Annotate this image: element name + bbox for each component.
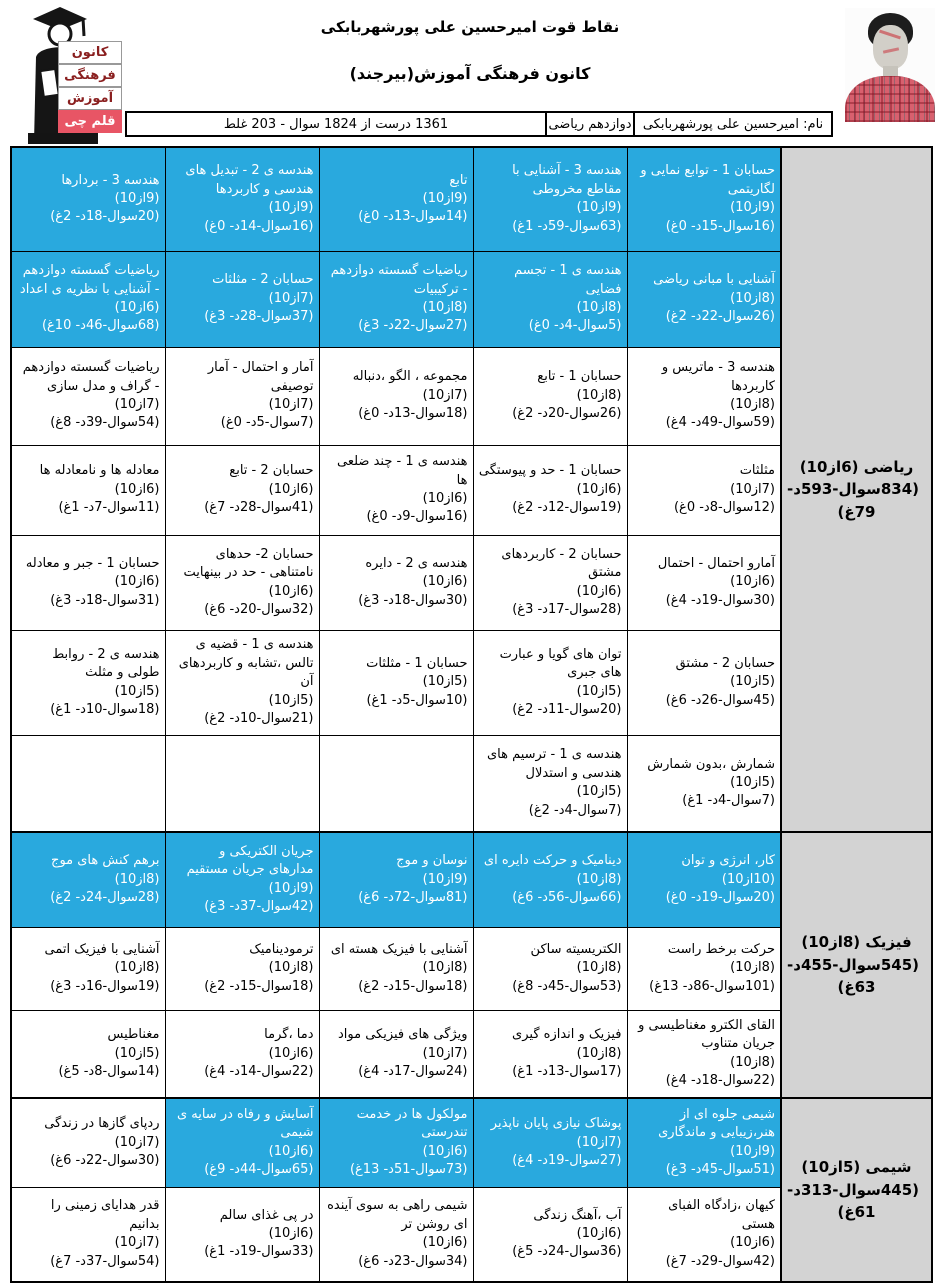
topic-cell-physics-2-0 xyxy=(627,1010,781,1098)
topic-stats: (53سوال-45د- 8غ) xyxy=(512,978,622,994)
row-math-0 xyxy=(11,147,932,251)
student-info-bar xyxy=(125,111,833,137)
logo-word-ghalamchi: قلم چی xyxy=(58,110,122,133)
topic-score: (5از10) xyxy=(730,674,775,690)
topic-score: (7از10) xyxy=(114,1134,160,1150)
topic-name: آب ،آهنگ زندگی xyxy=(533,1207,622,1223)
topic-score: (5از10) xyxy=(422,674,468,690)
topic-name: هندسه ی 2 - تبدیل های هندسی و کاربردها xyxy=(185,163,314,197)
topic-score: (5از10) xyxy=(114,1045,160,1061)
topic-cell-chemistry-0-2 xyxy=(319,1098,473,1187)
topic-cell-physics-1-3 xyxy=(165,927,319,1010)
topic-cell-math-3-2 xyxy=(319,445,473,535)
topic-stats: (66سوال-56د- 6غ) xyxy=(512,889,622,905)
topic-score: (6از10) xyxy=(422,1143,468,1159)
topic-cell-math-1-0 xyxy=(627,251,781,347)
student-grade: دوازدهم ریاضی xyxy=(547,113,635,135)
topic-score: (8از10) xyxy=(576,960,622,976)
topic-score: (6از10) xyxy=(576,583,622,599)
topic-cell-math-1-3 xyxy=(165,251,319,347)
topic-stats: (73سوال-51د- 13غ) xyxy=(349,1162,468,1178)
topic-cell-math-4-3 xyxy=(165,535,319,630)
topic-stats: (16سوال-14د- 0غ) xyxy=(204,218,314,234)
topic-score: (8از10) xyxy=(576,1045,622,1061)
topic-name: شیمی جلوه ای از هنر،زیبایی و ماندگاری xyxy=(658,1106,775,1141)
topic-score: (6از10) xyxy=(268,583,314,599)
topic-score: (6از10) xyxy=(268,481,314,497)
topic-name: هندسه 3 - بردارها xyxy=(61,172,160,188)
topic-score: (6از10) xyxy=(114,300,160,315)
topic-stats: (18سوال-15د- 2غ) xyxy=(358,978,468,994)
topic-score: (10از10) xyxy=(721,871,775,887)
topic-score: (6از10) xyxy=(422,574,468,590)
topic-score: (9از10) xyxy=(114,191,160,207)
topic-score: (9از10) xyxy=(422,871,468,887)
topic-name: فیزیک و اندازه گیری xyxy=(512,1027,622,1043)
student-total-score: 1361 درست از 1824 سوال - 203 غلط xyxy=(127,113,547,135)
topic-score: (5از10) xyxy=(114,683,160,699)
topic-name: آشنایی با مبانی ریاضی xyxy=(653,272,775,288)
topic-score: (6از10) xyxy=(730,1235,775,1251)
topic-name: نوسان و موج xyxy=(396,853,468,869)
section-stats: (545سوال-455د- 63غ) xyxy=(787,955,919,997)
topic-cell-math-5-1 xyxy=(473,630,627,735)
empty-cell xyxy=(319,735,473,832)
topic-stats: (14سوال-8د- 5غ) xyxy=(58,1063,160,1079)
topic-stats: (21سوال-10د- 2غ) xyxy=(204,711,314,727)
topic-cell-math-5-2 xyxy=(319,630,473,735)
topic-stats: (30سوال-19د- 4غ) xyxy=(665,592,775,608)
topic-name: حسابان 2 - مشتق xyxy=(675,655,775,671)
topic-name: هندسه ی 1 - چند ضلعی ها xyxy=(336,454,468,488)
photo-shirt xyxy=(845,76,935,122)
topic-name: قدر هدایای زمینی را بدانیم xyxy=(50,1198,160,1232)
topic-name: حسابان 1 - جبر و معادله xyxy=(25,555,160,571)
topic-score: (5از10) xyxy=(576,683,622,699)
section-label-chemistry xyxy=(781,1098,932,1282)
topic-stats: (31سوال-18د- 3غ) xyxy=(50,592,160,608)
topic-cell-physics-2-2 xyxy=(319,1010,473,1098)
topic-cell-math-1-2 xyxy=(319,251,473,347)
topic-name: ریاضیات گسسته دوازدهم - آشنایی با نظریه ی اعداد xyxy=(19,263,160,297)
topic-stats: (5سوال-4د- 0غ) xyxy=(528,318,622,334)
topic-score: (7از10) xyxy=(114,397,160,412)
topic-name: تابع xyxy=(449,172,468,188)
topic-score: (6از10) xyxy=(576,1226,622,1242)
topic-cell-math-6-0 xyxy=(627,735,781,832)
topic-stats: (101سوال-86د- 13غ) xyxy=(649,978,775,994)
section-title: ریاضی (6از10) xyxy=(799,457,914,476)
topic-cell-chemistry-0-4 xyxy=(11,1098,165,1187)
topic-stats: (37سوال-28د- 3غ) xyxy=(204,309,314,325)
section-label-physics xyxy=(781,832,932,1098)
topic-score: (8از10) xyxy=(422,300,468,315)
topic-name: آشنایی با فیزیک هسته ای xyxy=(330,941,468,957)
row-chemistry-0 xyxy=(11,1098,932,1187)
topic-score: (7از10) xyxy=(268,290,314,306)
page-title: نقاط قوت امیرحسین علی پورشهربابکی xyxy=(320,18,620,36)
topic-cell-physics-1-4 xyxy=(11,927,165,1010)
topic-cell-math-4-0 xyxy=(627,535,781,630)
topic-stats: (81سوال-72د- 6غ) xyxy=(358,889,468,905)
topic-stats: (26سوال-22د- 2غ) xyxy=(665,309,775,325)
topic-stats: (20سوال-11د- 2غ) xyxy=(512,701,622,717)
topic-stats: (18سوال-13د- 0غ) xyxy=(358,406,468,422)
topic-name: ردپای گازها در زندگی xyxy=(44,1116,160,1132)
topic-cell-physics-0-3 xyxy=(165,832,319,927)
topic-stats: (26سوال-20د- 2غ) xyxy=(512,406,622,422)
topic-name: مجموعه ، الگو ،دنباله xyxy=(352,369,468,385)
topic-stats: (42سوال-29د- 7غ) xyxy=(665,1253,775,1269)
topic-cell-math-4-2 xyxy=(319,535,473,630)
topic-stats: (65سوال-44د- 9غ) xyxy=(204,1162,314,1178)
topic-name: آمارو احتمال - احتمال xyxy=(657,555,775,571)
topic-score: (6از10) xyxy=(268,1143,314,1159)
topic-score: (9از10) xyxy=(268,200,314,216)
topic-score: (7از10) xyxy=(576,1134,622,1150)
topic-cell-chemistry-1-1 xyxy=(473,1187,627,1282)
logo-word-farhangi: فرهنگی xyxy=(58,64,122,87)
topic-stats: (19سوال-16د- 3غ) xyxy=(50,978,160,994)
topic-name: در پی غذای سالم xyxy=(219,1207,314,1223)
topic-stats: (59سوال-49د- 4غ) xyxy=(665,415,775,431)
topic-name: آمار و احتمال - آمار توصیفی xyxy=(207,360,314,394)
logo-word-amoozesh: آموزش xyxy=(58,87,122,110)
topic-name: دینامیک و حرکت دایره ای xyxy=(483,853,622,869)
topic-name: حسابان 1 - توابع نمایی و لگاریتمی xyxy=(640,163,775,197)
topic-score: (8از10) xyxy=(730,960,775,976)
photo-face xyxy=(873,25,908,69)
strengths-table-body xyxy=(11,147,932,1282)
topic-stats: (33سوال-19د- 1غ) xyxy=(204,1244,314,1260)
topic-score: (6از10) xyxy=(730,574,775,590)
topic-cell-math-1-1 xyxy=(473,251,627,347)
topic-name: آسایش و رفاه در سایه ی شیمی xyxy=(176,1106,314,1141)
topic-cell-physics-1-0 xyxy=(627,927,781,1010)
topic-name: حسابان 1 - حد و پیوستگی xyxy=(478,463,622,479)
topic-stats: (19سوال-12د- 2غ) xyxy=(512,500,622,516)
topic-name: حسابان 1 - تابع xyxy=(537,369,622,385)
topic-name: ریاضیات گسسته دوازدهم - ترکیبیات xyxy=(330,263,468,297)
topic-cell-math-0-0 xyxy=(627,147,781,251)
topic-cell-math-3-3 xyxy=(165,445,319,535)
empty-cell xyxy=(165,735,319,832)
topic-score: (8از10) xyxy=(422,960,468,976)
topic-score: (7از10) xyxy=(422,387,468,403)
topic-stats: (14سوال-13د- 0غ) xyxy=(358,209,468,225)
topic-stats: (18سوال-10د- 1غ) xyxy=(50,701,160,717)
topic-score: (6از10) xyxy=(422,1235,468,1251)
topic-name: حسابان 2 - مثلثات xyxy=(212,272,314,288)
topic-name: حسابان 2 - تابع xyxy=(229,463,314,479)
topic-name: توان های گویا و عبارت های جبری xyxy=(499,646,622,681)
topic-cell-physics-1-1 xyxy=(473,927,627,1010)
logo-word-kanoon: کانون xyxy=(58,41,122,64)
topic-stats: (22سوال-14د- 4غ) xyxy=(204,1063,314,1079)
topic-name: برهم کنش های موج xyxy=(51,853,160,869)
topic-cell-chemistry-1-0 xyxy=(627,1187,781,1282)
topic-name: هندسه ی 1 - قضیه ی تالس ،تشابه و کاربردهای آن xyxy=(178,637,314,690)
logo-base-bar xyxy=(28,133,98,144)
topic-score: (6از10) xyxy=(114,481,160,497)
topic-name: هندسه 3 - آشنایی با مقاطع مخروطی xyxy=(512,163,622,197)
topic-name: جریان الکتریکی و مدارهای جریان مستقیم xyxy=(186,843,314,878)
topic-cell-physics-0-2 xyxy=(319,832,473,927)
topic-stats: (27سوال-22د- 3غ) xyxy=(358,318,468,334)
topic-cell-math-4-4 xyxy=(11,535,165,630)
topic-name: هندسه ی 2 - روابط طولی و مثلث xyxy=(52,646,160,681)
topic-score: (7از10) xyxy=(268,397,314,412)
section-title: شیمی (5از10) xyxy=(801,1158,912,1177)
topic-cell-physics-2-1 xyxy=(473,1010,627,1098)
page-subtitle: کانون فرهنگی آموزش(بیرجند) xyxy=(349,64,591,83)
topic-cell-math-4-1 xyxy=(473,535,627,630)
topic-score: (6از10) xyxy=(268,1045,314,1061)
topic-score: (9از10) xyxy=(730,1143,775,1159)
topic-stats: (36سوال-24د- 5غ) xyxy=(512,1244,622,1260)
topic-score: (8از10) xyxy=(114,960,160,976)
topic-name: الکتریسیته ساکن xyxy=(530,941,622,957)
topic-name: حسابان 2- حدهای نامتناهی - حد در بینهایت xyxy=(183,546,314,581)
topic-name: شیمی راهی به سوی آینده ای روشن تر xyxy=(327,1198,468,1232)
kanoon-logo xyxy=(2,2,126,145)
topic-stats: (20سوال-19د- 0غ) xyxy=(665,889,775,905)
topic-name: مولکول ها در خدمت تندرستی xyxy=(356,1106,468,1141)
topic-cell-chemistry-1-2 xyxy=(319,1187,473,1282)
topic-cell-chemistry-0-3 xyxy=(165,1098,319,1187)
topic-cell-math-0-4 xyxy=(11,147,165,251)
topic-score: (8از10) xyxy=(576,871,622,887)
topic-cell-math-6-1 xyxy=(473,735,627,832)
topic-stats: (7سوال-5د- 0غ) xyxy=(220,415,314,431)
topic-stats: (7سوال-4د- 2غ) xyxy=(528,802,622,818)
topic-stats: (24سوال-17د- 4غ) xyxy=(358,1063,468,1079)
topic-name: هندسه ی 1 - تجسم فضایی xyxy=(514,263,622,297)
topic-score: (6از10) xyxy=(576,481,622,497)
topic-score: (5از10) xyxy=(730,775,775,791)
topic-cell-math-5-0 xyxy=(627,630,781,735)
empty-cell xyxy=(11,735,165,832)
topic-score: (9از10) xyxy=(422,191,468,207)
topic-stats: (28سوال-24د- 2غ) xyxy=(50,889,160,905)
topic-name: مغناطیس xyxy=(107,1027,160,1043)
topic-stats: (32سوال-20د- 6غ) xyxy=(204,601,314,617)
topic-name: دما ،گرما xyxy=(264,1027,314,1043)
topic-score: (7از10) xyxy=(422,1045,468,1061)
topic-name: کار، انرژی و توان xyxy=(681,853,775,869)
topic-name: شمارش ،بدون شمارش xyxy=(647,756,775,772)
topic-cell-math-0-3 xyxy=(165,147,319,251)
topic-cell-chemistry-1-4 xyxy=(11,1187,165,1282)
topic-cell-physics-2-3 xyxy=(165,1010,319,1098)
topic-name: حسابان 2 - کاربردهای مشتق xyxy=(501,546,622,581)
topic-stats: (51سوال-45د- 3غ) xyxy=(665,1162,775,1178)
topic-stats: (27سوال-19د- 4غ) xyxy=(512,1152,622,1168)
topic-score: (8از10) xyxy=(730,397,775,412)
topic-cell-chemistry-0-1 xyxy=(473,1098,627,1187)
topic-score: (8از10) xyxy=(730,1054,775,1070)
topic-cell-math-2-0 xyxy=(627,347,781,445)
topic-cell-math-0-1 xyxy=(473,147,627,251)
topic-cell-physics-1-2 xyxy=(319,927,473,1010)
topic-score: (8از10) xyxy=(730,290,775,306)
topic-cell-physics-0-4 xyxy=(11,832,165,927)
topic-cell-math-3-0 xyxy=(627,445,781,535)
topic-stats: (18سوال-15د- 2غ) xyxy=(204,978,314,994)
topic-score: (9از10) xyxy=(268,880,314,896)
topic-stats: (54سوال-37د- 7غ) xyxy=(50,1253,160,1269)
topic-cell-math-5-3 xyxy=(165,630,319,735)
topic-score: (9از10) xyxy=(576,200,622,216)
topic-cell-chemistry-0-0 xyxy=(627,1098,781,1187)
topic-cell-math-2-4 xyxy=(11,347,165,445)
topic-score: (8از10) xyxy=(576,387,622,403)
topic-name: معادله ها و نامعادله ها xyxy=(39,463,160,479)
section-stats: (445سوال-313د- 61غ) xyxy=(787,1180,919,1222)
section-title: فیزیک (8از10) xyxy=(801,933,912,952)
topic-name: هندسه ی 1 - ترسیم های هندسی و استدلال xyxy=(486,747,622,781)
topic-stats: (10سوال-5د- 1غ) xyxy=(366,692,468,708)
topic-stats: (16سوال-9د- 0غ) xyxy=(366,509,468,525)
topic-cell-math-3-4 xyxy=(11,445,165,535)
topic-name: ویژگی های فیزیکی مواد xyxy=(337,1027,468,1043)
topic-stats: (11سوال-7د- 1غ) xyxy=(58,500,160,516)
topic-name: القای الکترو مغناطیسی و جریان متناوب xyxy=(638,1017,775,1052)
topic-cell-math-2-2 xyxy=(319,347,473,445)
topic-name: حسابان 1 - مثلثات xyxy=(366,655,468,671)
section-stats: (834سوال-593د- 79غ) xyxy=(787,480,919,521)
topic-name: حرکت برخط راست xyxy=(667,941,775,957)
row-physics-0 xyxy=(11,832,932,927)
topic-cell-math-3-1 xyxy=(473,445,627,535)
topic-cell-math-2-1 xyxy=(473,347,627,445)
student-photo xyxy=(845,8,935,122)
topic-score: (5از10) xyxy=(576,784,622,800)
topic-cell-math-5-4 xyxy=(11,630,165,735)
topic-cell-physics-2-4 xyxy=(11,1010,165,1098)
section-label-math xyxy=(781,147,932,832)
topic-cell-physics-0-0 xyxy=(627,832,781,927)
topic-stats: (22سوال-18د- 4غ) xyxy=(665,1073,775,1089)
topic-stats: (45سوال-26د- 6غ) xyxy=(665,692,775,708)
topic-stats: (54سوال-39د- 8غ) xyxy=(50,415,160,431)
topic-score: (8از10) xyxy=(576,300,622,315)
topic-score: (7از10) xyxy=(114,1235,160,1251)
topic-score: (9از10) xyxy=(730,200,775,216)
topic-score: (6از10) xyxy=(268,1226,314,1242)
topic-stats: (12سوال-8د- 0غ) xyxy=(673,500,775,516)
topic-stats: (7سوال-4د- 1غ) xyxy=(682,793,775,809)
topic-stats: (34سوال-23د- 6غ) xyxy=(358,1253,468,1269)
topic-stats: (16سوال-15د- 0غ) xyxy=(665,218,775,234)
topic-stats: (17سوال-13د- 1غ) xyxy=(512,1063,622,1079)
topic-score: (5از10) xyxy=(268,692,314,708)
topic-cell-chemistry-1-3 xyxy=(165,1187,319,1282)
topic-cell-physics-0-1 xyxy=(473,832,627,927)
topic-stats: (63سوال-59د- 1غ) xyxy=(512,218,622,234)
topic-name: هندسه ی 2 - دایره xyxy=(365,555,468,571)
topic-stats: (42سوال-37د- 3غ) xyxy=(204,899,314,915)
topic-stats: (30سوال-22د- 6غ) xyxy=(50,1152,160,1168)
topic-name: کیهان ،زادگاه الفبای هستی xyxy=(668,1198,775,1232)
topic-name: مثلثات xyxy=(739,463,775,479)
topic-stats: (41سوال-28د- 7غ) xyxy=(204,500,314,516)
topic-cell-math-1-4 xyxy=(11,251,165,347)
topic-score: (6از10) xyxy=(114,574,160,590)
topic-score: (8از10) xyxy=(268,960,314,976)
strengths-table xyxy=(10,146,933,1283)
topic-name: ریاضیات گسسته دوازدهم - گراف و مدل سازی xyxy=(22,360,160,394)
topic-stats: (20سوال-18د- 2غ) xyxy=(50,209,160,225)
topic-cell-math-2-3 xyxy=(165,347,319,445)
topic-score: (8از10) xyxy=(114,871,160,887)
topic-stats: (30سوال-18د- 3غ) xyxy=(358,592,468,608)
topic-score: (6از10) xyxy=(422,491,468,506)
topic-score: (7از10) xyxy=(730,481,775,497)
student-name: نام: امیرحسین علی پورشهربابکی xyxy=(642,116,824,132)
topic-name: هندسه 3 - ماتریس و کاربردها xyxy=(661,360,775,394)
topic-name: پوشاک نیازی پایان ناپذیر xyxy=(490,1116,622,1132)
topic-stats: (28سوال-17د- 3غ) xyxy=(512,601,622,617)
topic-cell-math-0-2 xyxy=(319,147,473,251)
topic-name: ترمودینامیک xyxy=(249,941,314,957)
topic-stats: (68سوال-46د- 10غ) xyxy=(41,318,160,334)
topic-name: آشنایی با فیزیک اتمی xyxy=(44,941,160,957)
